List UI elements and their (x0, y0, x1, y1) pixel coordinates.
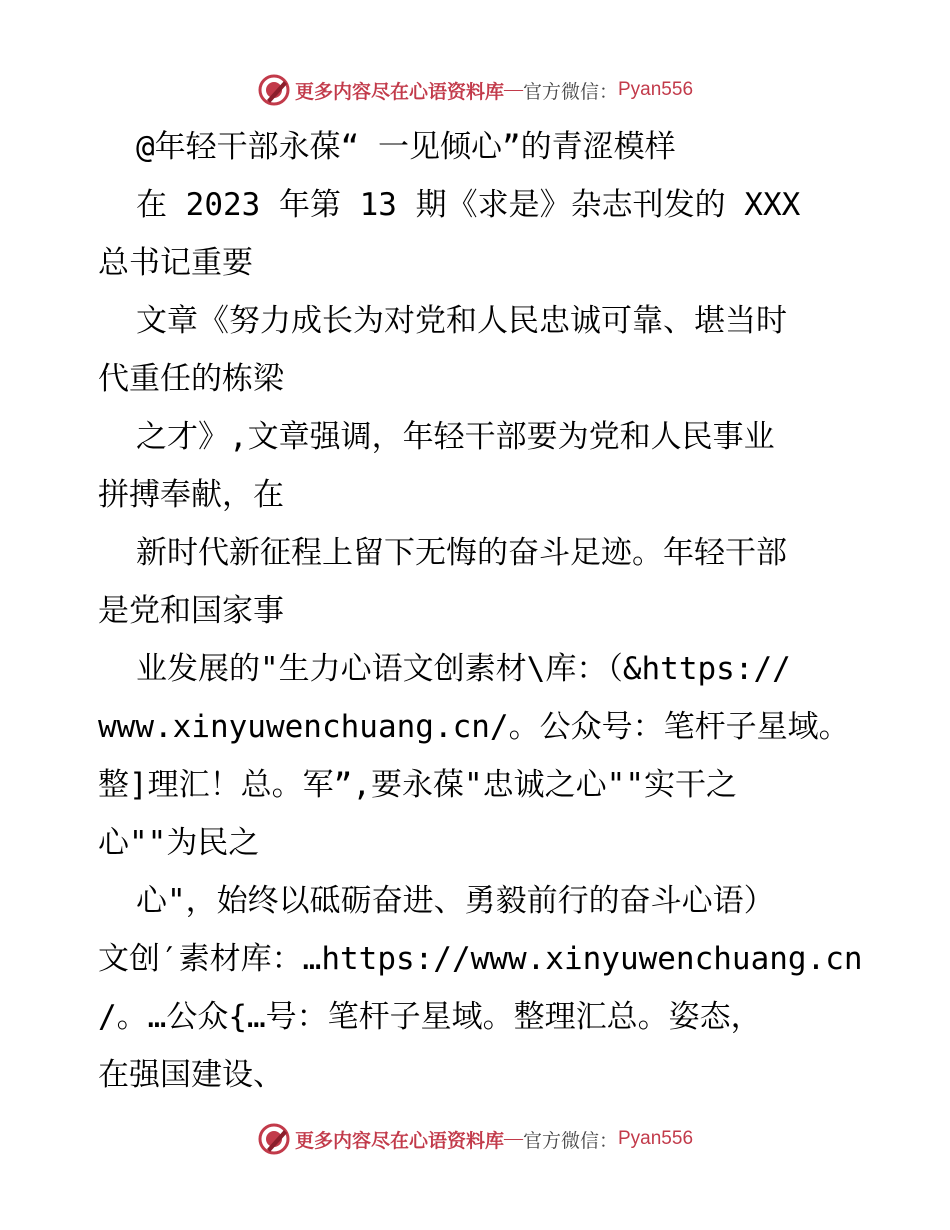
text-line: 整]理汇！总。军”,要永葆"忠诚之心""实干之 (98, 767, 737, 803)
banner-main-text: 更多内容尽在心语资料库 (294, 1130, 504, 1152)
footer-banner (0, 1119, 950, 1159)
banner-wechat-id: Pyan556 (618, 79, 694, 100)
header-banner (0, 70, 950, 110)
text-line: /。…公众{…号：笔杆子星域。整理汇总。姿态， (98, 999, 762, 1035)
text-line: 新时代新征程上留下无悔的奋斗足迹。年轻干部 (136, 535, 787, 571)
pen-logo-icon (257, 73, 291, 107)
text-line: 心"，始终以砥砺奋进、勇毅前行的奋斗心语） (136, 883, 775, 919)
document-body (98, 118, 863, 1104)
text-line: 是党和国家事 (98, 593, 284, 629)
text-line: 在 2023 年第 13 期《求是》杂志刊发的 XXX (136, 187, 801, 223)
text-line: 之才》,文章强调，年轻干部要为党和人民事业 (136, 419, 775, 455)
text-line: www.xinyuwenchuang.cn/。公众号：笔杆子星域。 (98, 709, 850, 745)
banner-wechat-id: Pyan556 (618, 1128, 694, 1149)
banner-wechat-label: 官方微信： (522, 1130, 618, 1152)
banner-wechat-label: 官方微信： (522, 81, 618, 103)
banner-main-text: 更多内容尽在心语资料库 (294, 81, 504, 103)
text-line: @年轻干部永葆“ 一见倾心”的青涩模样 (136, 129, 676, 165)
text-line: 业发展的"生力心语文创素材\库：（&https:// (136, 651, 791, 687)
text-line: 文章《努力成长为对党和人民忠诚可靠、堪当时 (136, 303, 787, 339)
pen-logo-icon (257, 1122, 291, 1156)
text-line: 拼搏奉献，在 (98, 477, 284, 513)
text-line: 总书记重要 (98, 245, 253, 281)
banner-dash: — (503, 79, 523, 100)
text-line: 文创′素材库：…https://www.xinyuwenchuang.cn (98, 941, 863, 977)
text-line: 心""为民之 (98, 825, 260, 861)
banner-dash: — (503, 1128, 523, 1149)
text-line: 在强国建设、 (98, 1057, 284, 1093)
text-line: 代重任的栋梁 (98, 361, 284, 397)
